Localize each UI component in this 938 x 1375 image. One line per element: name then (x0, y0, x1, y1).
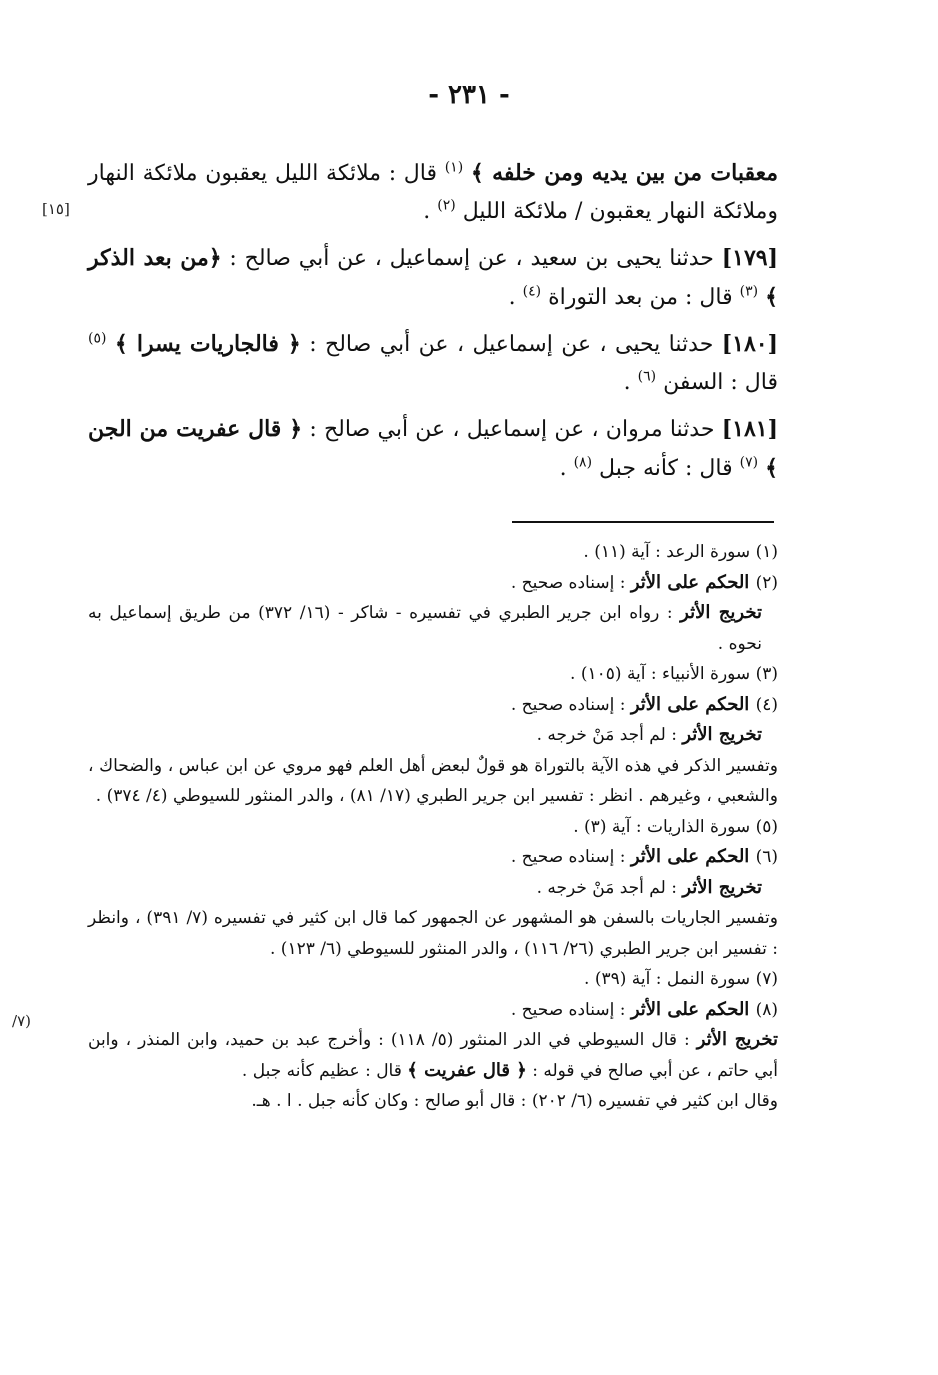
text-segment: . (508, 285, 516, 310)
footnote-ref: (٨) (573, 454, 593, 471)
text-segment: حدثنا يحيى ، عن إسماعيل ، عن أبي صالح : (300, 332, 714, 357)
footnote-number: (٢) (755, 572, 778, 593)
athar-number: [١٨٠] (721, 331, 779, 357)
footnote-text: : إسناده صحيح . (510, 999, 631, 1020)
footnote-7: (٧) سورة النمل : آية (٣٩) . (584, 969, 778, 989)
footnote-number: (٤) (755, 694, 778, 715)
athar-number: [١٧٩] (721, 245, 778, 271)
footnote-label: الحكم على الأثر (630, 693, 756, 715)
footnote-label: الحكم على الأثر (630, 571, 756, 593)
quran-quote: ﴿ قال عفريت ﴾ (407, 1059, 527, 1081)
footnote-text: : إسناده صحيح . (510, 847, 631, 867)
footnote-6 (88, 842, 778, 873)
footnotes (88, 537, 778, 1117)
footnote-8 (88, 995, 778, 1026)
text-segment: قال : السفن (663, 370, 778, 395)
footnote-4-takhrij (88, 720, 778, 751)
quran-quote: ﴿من بعد الذكر ﴾ (88, 245, 778, 310)
footnote-ref: (٢) (437, 197, 456, 214)
footnote-ref: (٥) (88, 330, 107, 347)
quran-quote: معقبات من بين يديه ومن خلفه ﴾ (470, 160, 778, 186)
footnote-2-takhrij (88, 598, 778, 659)
footnote-text: : إسناده صحيح . (510, 694, 631, 715)
takhrij-label: تخريج الأثر (682, 876, 762, 898)
footnote-2 (88, 568, 778, 599)
paragraph-181 (88, 410, 778, 488)
quran-quote: ﴿ فالجاريات يسرا ﴾ (114, 331, 301, 357)
margin-note-7: /٧) (12, 1012, 31, 1030)
footnote-3: (٣) سورة الأنبياء : آية (١٠٥) . (570, 664, 778, 684)
takhrij-label: تخريج الأثر (682, 724, 762, 745)
footnote-ref: (٤) (522, 283, 542, 300)
paragraph-1 (88, 154, 778, 231)
takhrij-label: تخريج الأثر (696, 1029, 778, 1050)
takhrij-text: : رواه ابن جرير الطبري في تفسيره - شاكر - (١٦/ ٣٧٢) من طريق إسماعيل به نحوه . (88, 603, 762, 654)
footnote-6-extra: وتفسير الجاريات بالسفن هو المشهور عن الجمهور كما قال ابن كثير في تفسيره (٧/ ٣٩١) ، وانظر : تفسير ابن جرير الطبري (٢٦/ ١١٦) ، والدر المنثور للسيوطي (٦/ ١٢٣) . (88, 908, 778, 959)
paragraph-180 (88, 325, 778, 402)
footnote-number: (٨) (755, 999, 778, 1020)
quran-quote: ﴿ قال عفريت من الجن ﴾ (88, 416, 778, 481)
text-segment: حدثنا مروان ، عن إسماعيل ، عن أبي صالح : (302, 417, 715, 442)
text-segment: . (423, 199, 431, 224)
footnote-1: (١) سورة الرعد : آية (١١) . (583, 542, 778, 562)
takhrij-text: : لم أجد مَنْ خرجه . (536, 877, 683, 898)
text-segment: قال : ملائكة الليل يعقبون ملائكة النهار وملائكة النهار يعقبون / ملائكة الليل (88, 161, 778, 224)
page-number: - ٢٣١ - (428, 80, 510, 110)
footnote-8-extra: وقال ابن كثير في تفسيره (٦/ ٢٠٢) : قال أبو صالح : وكان كأنه جبل . ا . هـ. (251, 1091, 778, 1111)
footnote-number: (٦) (755, 847, 778, 867)
footnote-ref: (٦) (637, 368, 657, 385)
footnote-text: : إسناده صحيح . (510, 572, 631, 593)
text-segment: . (623, 370, 631, 395)
footnote-label: الحكم على الأثر (630, 998, 756, 1020)
text-segment: حدثنا يحيى بن سعيد ، عن إسماعيل ، عن أبي صالح : (221, 246, 714, 271)
takhrij-label: تخريج الأثر (680, 602, 762, 623)
text-segment: قال : من بعد التوراة (548, 285, 733, 310)
footnote-label: الحكم على الأثر (630, 846, 756, 867)
footnote-ref: (٧) (739, 454, 759, 471)
footnote-6-takhrij (88, 873, 778, 904)
paragraph-179 (88, 239, 778, 317)
text-segment: قال : كأنه جبل (599, 456, 733, 481)
footnote-8-takhrij (88, 1025, 778, 1086)
text-segment: . (559, 456, 567, 481)
margin-note-15: [١٥] (42, 200, 70, 218)
footnote-4-extra: وتفسير الذكر في هذه الآية بالتوراة هو قولٌ لبعض أهل العلم فهو مروي عن ابن عباس ، والضحاك ، والشعبي ، وغيرهم . انظر : تفسير ابن جرير الطبري (١٧/ ٨١) ، والدر المنثور للسيوطي (٤/ ٣٧٤) . (88, 755, 778, 806)
footnote-divider (512, 521, 774, 523)
footnote-ref: (٣) (739, 283, 759, 300)
footnote-ref: (١) (444, 159, 464, 176)
takhrij-text: قال : عظيم كأنه جبل . (241, 1060, 408, 1081)
main-text (88, 154, 778, 488)
footnote-5: (٥) سورة الذاريات : آية (٣) . (573, 816, 778, 837)
athar-number: [١٨١] (721, 416, 778, 442)
takhrij-text: : لم أجد مَنْ خرجه . (536, 725, 683, 745)
takhrij-text: : قال السيوطي في الدر المنثور (٥/ ١١٨) : وأخرج عبد بن حميد، وابن المنذر ، وابن أبي حاتم ، عن أبي صالح في قوله : (88, 1030, 778, 1081)
footnote-4 (88, 690, 778, 721)
